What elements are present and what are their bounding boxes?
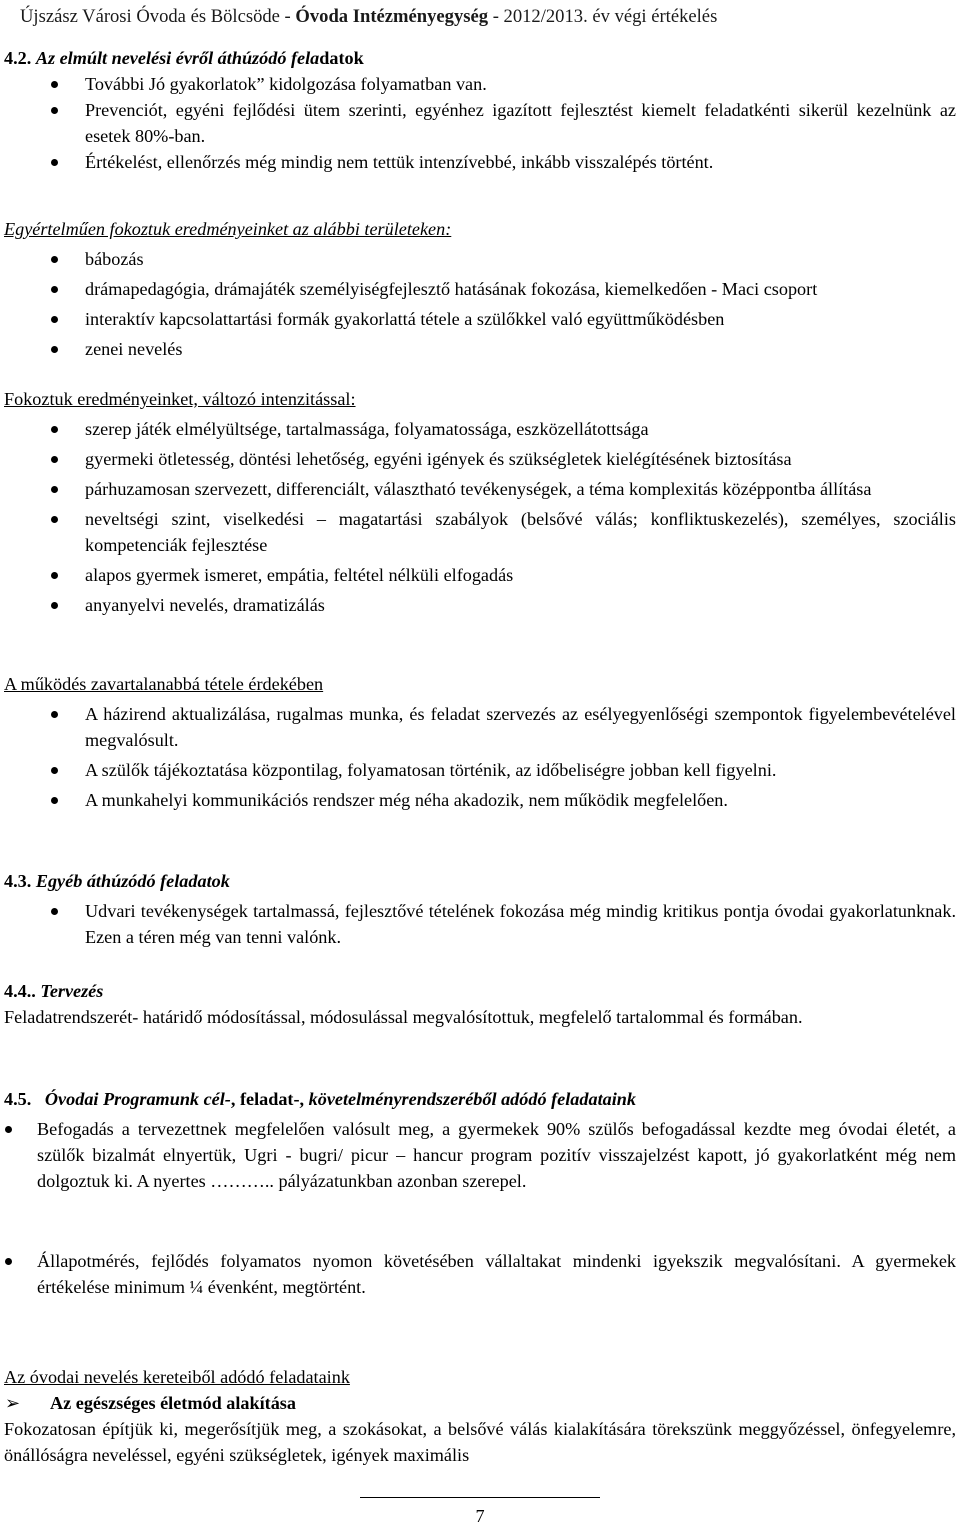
section-number: 4.3. — [4, 871, 32, 891]
varying-intensity — [0, 386, 960, 618]
bullet-list — [0, 898, 960, 950]
framework-tasks — [0, 1364, 960, 1468]
subheading-text: Az egészséges életmód alakítása — [50, 1393, 296, 1413]
section-number: 4.2. — [4, 48, 32, 68]
section-4-2 — [0, 45, 960, 175]
list-item: Udvari tevékenységek tartalmassá, fejlesztővé tételének fokozása még mindig kritikus pontja óvodai gyakorlatunknak. Ezen a téren még van tenni valónk. — [0, 898, 960, 950]
smooth-operation — [0, 671, 960, 813]
page-number: 7 — [475, 1506, 485, 1526]
title-part: , feladat-, — [230, 1089, 309, 1109]
list-item: gyermeki ötletesség, döntési lehetőség, egyéni igények és szükségletek kielégítésének biztosítása — [0, 446, 960, 472]
list-item: A házirend aktualizálása, rugalmas munka, és feladat szervezés az esélyegyenlőségi szempontok figyelembevételével megvalósult. — [0, 701, 960, 753]
section-4-5-heading — [0, 1086, 960, 1112]
section-4-4-text: Feladatrendszerét- határidő módosítással, módosulással megvalósítottuk, megfelelő tartalommal és formában. — [4, 1007, 803, 1027]
bullet-list — [0, 246, 960, 362]
list-item: bábozás — [0, 246, 960, 272]
section-title: Egyéb áthúzódó feladatok — [35, 871, 230, 891]
list-item: anyanyelvi nevelés, dramatizálás — [0, 592, 960, 618]
list-item: Befogadás a tervezettnek megfelelően valósult meg, a gyermekek 90% szülős befogadással kezdte meg óvodai életét, a szülők bizalmát elnyertük, Ugri - bugri/ picur – hancur program pozitív visszajelzést kapott, jó gyakorlatként még nem dolgoztuk ki. A nyertes ……….. pályázatunkban azonban szerepel. — [0, 1116, 960, 1194]
bullet-list — [0, 416, 960, 618]
list-item: Prevenciót, egyéni fejlődési ütem szerinti, egyénhez igazított fejlesztést kiemelt feladatkénti sikerül kezelnünk az esetek 80%-ban. — [0, 97, 960, 149]
list-item: alapos gyermek ismeret, empátia, feltétel nélküli elfogadás — [0, 562, 960, 588]
framework-heading: Az óvodai nevelés kereteiből adódó feladataink — [4, 1367, 350, 1387]
section-4-2-heading — [0, 45, 960, 71]
list-item: Értékelést, ellenőrzés még mindig nem tettük intenzívebbé, inkább visszalépés történt. — [0, 149, 960, 175]
varying-heading: Fokoztuk eredményeinket, változó intenzitással: — [4, 389, 356, 409]
section-number: 4.4.. — [4, 981, 36, 1001]
bullet-list — [0, 71, 960, 175]
smooth-heading: A működés zavartalanabbá tétele érdekében — [4, 674, 324, 694]
list-item: szerep játék elmélyültsége, tartalmassága, folyamatossága, eszközellátottsága — [0, 416, 960, 442]
header-bold: Óvoda Intézményegység — [295, 6, 489, 27]
header-suffix: - 2012/2013. év végi értékelés — [488, 6, 718, 27]
header-prefix: Újszász Városi Óvoda és Bölcsöde - — [20, 6, 296, 27]
framework-text: Fokozatosan építjük ki, megerősítjük meg, a szokásokat, a belsővé válás kialakítására törekszünk meggyőzéssel, önfegyelemre, önállóságra neveléssel, egyéni szükségletek, igények maximális — [4, 1419, 956, 1465]
improved-heading: Egyértelműen fokoztuk eredményeinket az alábbi területeken: — [4, 219, 452, 239]
title-part: követelményrendszeréből adódó feladataink — [308, 1089, 636, 1109]
list-item: A munkahelyi kommunikációs rendszer még néha akadozik, nem működik megfelelően. — [0, 787, 960, 813]
list-item: További Jó gyakorlatok” kidolgozása folyamatban van. — [0, 71, 960, 97]
bullet-list — [0, 1116, 960, 1300]
list-item: neveltségi szint, viselkedési – magatartási szabályok (belsővé válás; konfliktuskezelés), személyes, szociális kompetenciák fejlesztése — [0, 506, 960, 558]
footer-divider — [360, 1497, 600, 1498]
list-item: zenei nevelés — [0, 336, 960, 362]
title-part: datok — [319, 48, 364, 68]
section-4-3-heading — [0, 868, 960, 894]
arrow-bullet-icon: ➢ — [5, 1393, 21, 1413]
list-item: interaktív kapcsolattartási formák gyakorlattá tétele a szülőkkel való együttműködésben — [0, 306, 960, 332]
section-number: 4.5. — [4, 1089, 32, 1109]
bullet-list — [0, 701, 960, 813]
list-item: párhuzamosan szervezett, differenciált, választható tevékenységek, a téma komplexitás középpontba állítása — [0, 476, 960, 502]
section-4-4 — [0, 978, 960, 1030]
section-title: Tervezés — [40, 981, 104, 1001]
framework-subheading — [0, 1390, 960, 1416]
title-part: Az elmúlt nevelési évről áthúzódó fela — [35, 48, 320, 68]
title-part: Óvodai Programunk cél- — [44, 1089, 231, 1109]
page-header — [20, 4, 960, 30]
section-title — [36, 48, 364, 68]
list-item: A szülők tájékoztatása központilag, folyamatosan történik, az időbeliségre jobban kell figyelni. — [0, 757, 960, 783]
section-4-3 — [0, 868, 960, 950]
section-4-4-heading — [0, 978, 960, 1004]
section-4-5 — [0, 1086, 960, 1300]
improved-areas — [0, 216, 960, 362]
list-item: Állapotmérés, fejlődés folyamatos nyomon követésében vállaltakat mindenki igyekszik megvalósítani. A gyermekek értékelése minimum ¼ évenként, megtörtént. — [0, 1248, 960, 1300]
list-item: drámapedagógia, drámajáték személyiségfejlesztő hatásának fokozása, kiemelkedően - Maci csoport — [0, 276, 960, 302]
